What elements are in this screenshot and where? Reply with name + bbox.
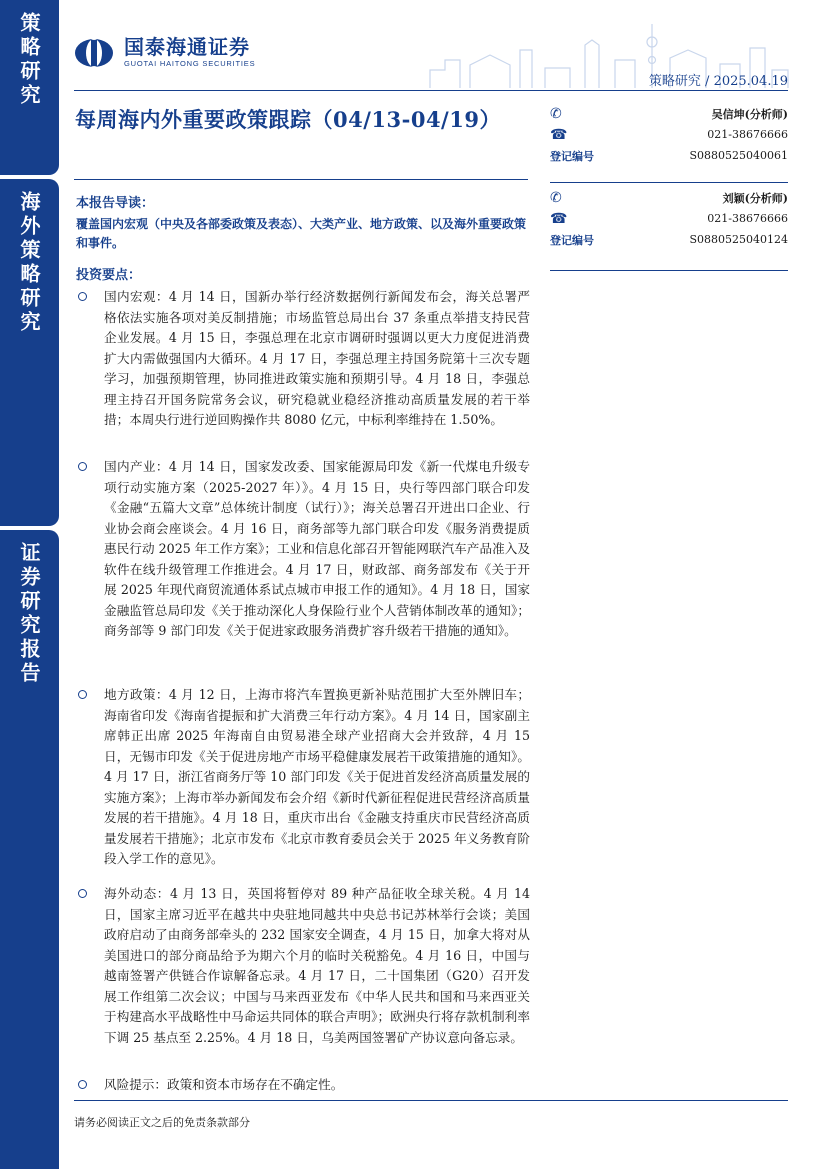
sidebar-label: 海外策略研究 [17, 191, 41, 335]
key-points-heading: 投资要点： [76, 268, 142, 283]
brand-name-en: GUOTAI HAITONG SECURITIES [124, 59, 256, 68]
report-category-date: 策略研究 / 2025.04.19 [648, 74, 788, 89]
analyst-divider [550, 182, 788, 183]
title-divider [74, 179, 528, 180]
bullet-text: 国内产业：4 月 14 日，国家发改委、国家能源局印发《新一代煤电升级专项行动实施方案（2025-2027 年）》。4 月 15 日，央行等四部门联合印发《金融“五篇大文章”总体统计制度（试行）》；海关总署召开进出口企业、行业协会商会座谈会。4 月 16 日，商务部等九部门联合印发《服务消费提质惠民行动 2025 年工作方案》；工业和信息化部召开智能网联汽车产品准入及软件在线升级管理工作推进会。4 月 17 日，财政部、商务部发布《关于开展 2025 年现代商贸流通体系试点城市申报工作的通知》。4 月 18 日，国家金融监管总局印发《关于推动深化人身保险行业个人营销体制改革的通知》；商务部等 9 部门印发《关于促进家政服务消费扩容升级若干措施的通知》。 [104, 459, 530, 638]
analyst-card [550, 103, 788, 166]
brand-logo [74, 37, 255, 68]
bullet-text: 地方政策：4 月 12 日，上海市将汽车置换更新补贴范围扩大至外牌旧车；海南省印发《海南省提振和扩大消费三年行动方案》。4 月 14 日，国家副主席韩正出席 2025 年海南自由贸易港全球产业招商大会并致辞，4 月 15 日，无锡市印发《关于促进房地产市场平稳健康发展若干政策措施的通知》。4 月 17 日，浙江省商务厅等 10 部门印发《关于促进首发经济高质量发展的实施方案》；上海市举办新闻发布会介绍《新时代新征程促进民营经济高质量发展的若干措施》。4 月 18 日，重庆市出台《金融支持重庆市民营经济高质量发展若干措施》；北京市发布《北京市教育委员会关于 2025 年义务教育阶段入学工作的意见》。 [104, 687, 530, 866]
reg-label: 登记编号 [550, 233, 594, 247]
reg-number: S0880525040124 [689, 233, 788, 246]
bullet-icon [78, 889, 87, 898]
analyst-name: 刘颖(分析师) [722, 191, 788, 205]
bullet-text: 海外动态：4 月 13 日，英国将暂停对 89 种产品征收全球关税。4 月 14 日，国家主席习近平在越共中央驻地同越共中央总书记苏林举行会谈；美国政府启动了由商务部牵头的 232 国家安全调查，4 月 15 日，加拿大将对从美国进口的部分商品给予为期六个月的临时关税豁免。4 月 16 日，中国与越南签署产供链合作谅解备忘录。4 月 17 日，二十国集团（G20）召开发展工作组第二次会议；中国与马来西亚发布《中华人民共和国和马来西亚关于构建高水平战略性中马命运共同体的联合声明》；欧洲央行将存款机制利率下调 25 基点至 2.25%。4 月 18 日，乌美两国签署矿产协议意向备忘录。 [104, 886, 530, 1045]
list-item [76, 1075, 343, 1096]
sidebar-tab-report [0, 530, 59, 1169]
sidebar-tab-strategy [0, 0, 59, 175]
bullet-icon [78, 462, 87, 471]
disclaimer-note: 请务必阅读正文之后的免责条款部分 [74, 1116, 250, 1129]
bullet-icon [78, 690, 87, 699]
sidebar-label: 证券研究报告 [17, 542, 41, 686]
bullet-icon [78, 292, 87, 301]
analyst-phone: 021-38676666 [707, 128, 788, 141]
list-item [76, 884, 530, 1048]
analyst-phone: 021-38676666 [707, 212, 788, 225]
bullet-icon [78, 1080, 87, 1089]
analyst-name: 吴信坤(分析师) [711, 107, 788, 121]
header-divider [74, 90, 788, 91]
guide-text: 覆盖国内宏观（中央及各部委政策及表态）、大类产业、地方政策、以及海外重要政策和事件。 [76, 217, 527, 250]
footer [74, 1100, 788, 1130]
analyst-card [550, 187, 788, 250]
list-item [76, 287, 530, 431]
sidebar-tab-overseas [0, 179, 59, 526]
logo-icon [74, 38, 114, 68]
brand-name: 国泰海通证券 [124, 37, 250, 59]
phone-icon: ☎ [550, 210, 568, 227]
reg-label: 登记编号 [550, 149, 594, 163]
person-icon: ✆ [550, 105, 562, 122]
analyst-divider [550, 270, 788, 271]
page-title: 每周海内外重要政策跟踪（04/13-04/19） [75, 107, 501, 132]
bullet-text: 风险提示：政策和资本市场存在不确定性。 [104, 1077, 344, 1092]
list-item [76, 457, 530, 642]
sidebar-label: 策略研究 [17, 12, 41, 108]
reg-number: S0880525040061 [689, 149, 788, 162]
list-item [76, 685, 530, 870]
guide-heading: 本报告导读： [76, 196, 155, 211]
phone-icon: ☎ [550, 126, 568, 143]
bullet-text: 国内宏观：4 月 14 日，国新办举行经济数据例行新闻发布会，海关总署严格依法实施各项对美反制措施；市场监管总局出台 37 条重点举措支持民营企业发展。4 月 15 日，李强总理在北京市调研时强调以更大力度促进消费扩大内需做强国内大循环。4 月 17 日，李强总理主持国务院第十三次专题学习，加强预期管理，协同推进政策实施和预期引导。4 月 18 日，李强总理主持召开国务院常务会议，研究稳就业稳经济推动高质量发展的若干举措；本周央行进行逆回购操作共 8080 亿元，中标利率维持在 1.50%。 [104, 289, 530, 427]
person-icon: ✆ [550, 189, 562, 206]
